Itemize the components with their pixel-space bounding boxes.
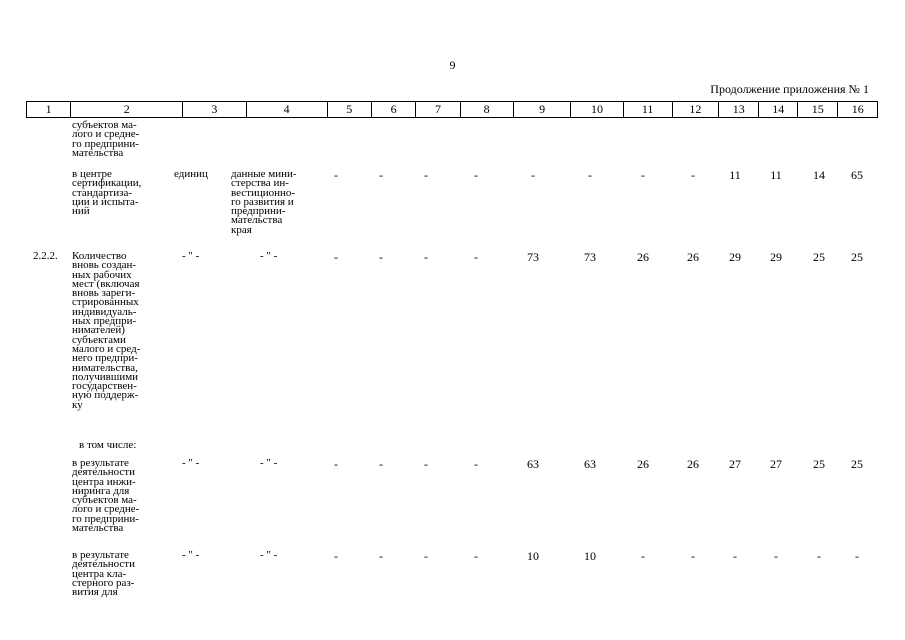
value-col-5: - <box>334 549 338 563</box>
value-col-14: 29 <box>770 250 782 264</box>
value-col-5: - <box>334 168 338 182</box>
column-header-1: 1 <box>27 102 71 117</box>
value-col-16: 65 <box>851 168 863 182</box>
value-col-9: 63 <box>527 457 539 471</box>
column-header-3: 3 <box>183 102 247 117</box>
value-col-11: 26 <box>637 250 649 264</box>
value-col-9: - <box>531 168 535 182</box>
row-unit: единиц <box>174 168 208 180</box>
value-col-7: - <box>424 549 428 563</box>
page-number: 9 <box>449 58 456 72</box>
value-col-10: - <box>588 168 592 182</box>
value-col-6: - <box>379 549 383 563</box>
column-header-11: 11 <box>624 102 673 117</box>
value-col-8: - <box>474 457 478 471</box>
value-col-9: 10 <box>527 549 539 563</box>
value-col-5: - <box>334 250 338 264</box>
value-col-16: - <box>855 549 859 563</box>
value-col-10: 73 <box>584 250 596 264</box>
value-col-12: 26 <box>687 250 699 264</box>
value-col-6: - <box>379 168 383 182</box>
column-header-4: 4 <box>247 102 328 117</box>
row-name: Количество вновь создан- ных рабочих мест (включая вновь зареги- стрированных индивидуаль- ных предпри- нимателей) субъектами малого и сред- него предпри- нимательства, получившими государствен- ную поддерж- ку <box>72 250 141 411</box>
value-col-7: - <box>424 168 428 182</box>
column-header-12: 12 <box>673 102 719 117</box>
row-source: - " - <box>260 457 278 469</box>
column-header-10: 10 <box>571 102 623 117</box>
value-col-7: - <box>424 250 428 264</box>
table-header-row <box>26 101 878 118</box>
value-col-12: 26 <box>687 457 699 471</box>
value-col-13: 27 <box>729 457 741 471</box>
value-col-10: 10 <box>584 549 596 563</box>
row-source: - " - <box>260 549 278 561</box>
value-col-14: 11 <box>770 168 782 182</box>
value-col-13: 29 <box>729 250 741 264</box>
row-code: 2.2.2. <box>33 250 58 262</box>
column-header-7: 7 <box>416 102 460 117</box>
column-header-9: 9 <box>514 102 572 117</box>
row-name: в центре сертификации, стандартиза- ции и испыта- ний <box>72 168 142 218</box>
value-col-9: 73 <box>527 250 539 264</box>
value-col-16: 25 <box>851 457 863 471</box>
value-col-12: - <box>691 168 695 182</box>
row-name: в результате деятельности центра кла- стерного раз- вития для <box>72 549 135 599</box>
value-col-10: 63 <box>584 457 596 471</box>
value-col-16: 25 <box>851 250 863 264</box>
value-col-13: - <box>733 549 737 563</box>
row-unit: - " - <box>182 457 200 469</box>
value-col-8: - <box>474 549 478 563</box>
row-source: данные мини- стерства ин- вестиционно- го развития и предприни- мательства края <box>231 168 297 236</box>
row-unit: - " - <box>182 250 200 262</box>
continuation-label: Продолжение приложения № 1 <box>710 82 869 96</box>
value-col-14: 27 <box>770 457 782 471</box>
row-unit: - " - <box>182 549 200 561</box>
column-header-15: 15 <box>798 102 838 117</box>
row-source: - " - <box>260 250 278 262</box>
value-col-15: 14 <box>813 168 825 182</box>
row-name: в результате деятельности центра инжи- ниринга для субъектов ма- лого и средне- го предприни- мательства <box>72 457 140 535</box>
value-col-8: - <box>474 168 478 182</box>
value-col-13: 11 <box>729 168 741 182</box>
value-col-8: - <box>474 250 478 264</box>
value-col-7: - <box>424 457 428 471</box>
value-col-11: 26 <box>637 457 649 471</box>
column-header-2: 2 <box>71 102 183 117</box>
value-col-15: - <box>817 549 821 563</box>
value-col-11: - <box>641 549 645 563</box>
value-col-15: 25 <box>813 250 825 264</box>
column-header-14: 14 <box>759 102 798 117</box>
value-col-6: - <box>379 457 383 471</box>
value-col-14: - <box>774 549 778 563</box>
row-name-continued: субъектов ма- лого и средне- го предприни- мательства <box>72 119 140 159</box>
row-name-subheading: в том числе: <box>79 439 137 451</box>
column-header-16: 16 <box>851 102 864 116</box>
column-header-13: 13 <box>719 102 759 117</box>
column-header-8: 8 <box>461 102 514 117</box>
value-col-5: - <box>334 457 338 471</box>
value-col-15: 25 <box>813 457 825 471</box>
column-header-6: 6 <box>372 102 416 117</box>
value-col-11: - <box>641 168 645 182</box>
value-col-6: - <box>379 250 383 264</box>
value-col-12: - <box>691 549 695 563</box>
column-header-5: 5 <box>328 102 372 117</box>
